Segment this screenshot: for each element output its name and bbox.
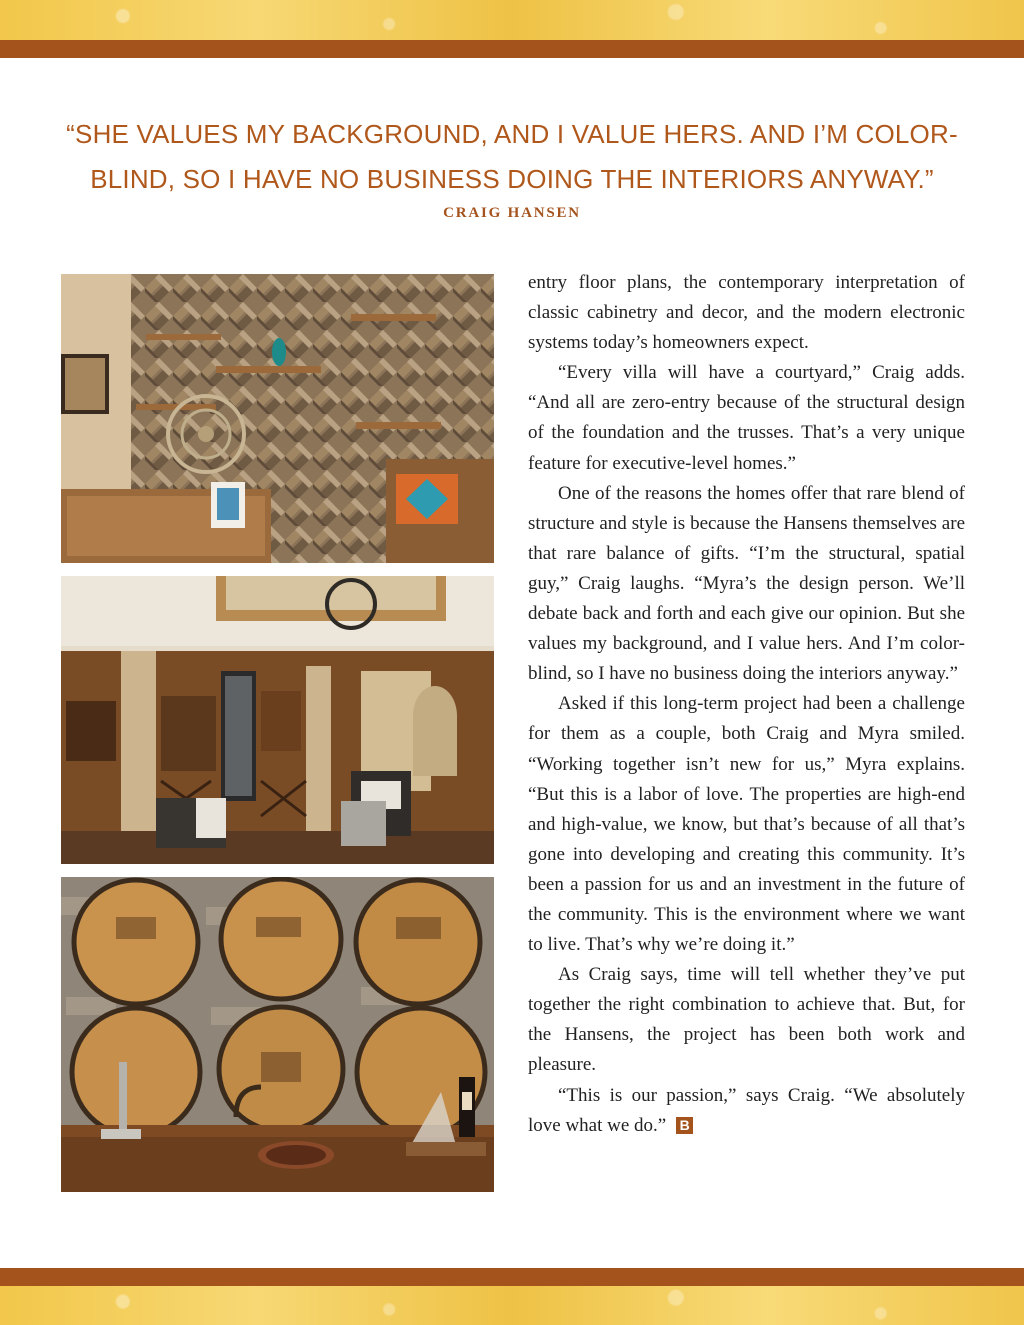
pull-quote-attribution: CRAIG HANSEN (443, 205, 581, 221)
herringbone-wall-photo (61, 274, 494, 563)
final-paragraph-text: “This is our passion,” says Craig. “We absolutely love what we do.” (528, 1084, 965, 1136)
top-rust-band (0, 40, 1024, 58)
article-paragraph: Asked if this long-term project had been a challenge for them as a couple, both Craig and Myra smiled. “Working together isn’t new for us,” Myra explains. “But this is a labor of love. The properties are high-end and high-value, we know, but that’s because of all that’s gone into developing and creating this community. It’s been a passion for us and an investment in the future of the community. This is the environment where we want to live. That’s why we’re doing it.” (528, 693, 965, 956)
article-paragraph-final (528, 1081, 965, 1141)
article-paragraph: As Craig says, time will tell whether they’ve put together the right combination to achieve that. But, for the Hansens, the project has been both work and pleasure. (528, 964, 965, 1076)
article-paragraph: entry floor plans, the contemporary interpretation of classic cabinetry and decor, and the modern electronic systems today’s homeowners expect. (528, 272, 965, 354)
article-paragraph: “Every villa will have a courtyard,” Craig adds. “And all are zero-entry because of the structural design of the foundation and the trusses. That’s a very unique feature for executive-level homes.” (528, 362, 965, 474)
top-decorative-border (0, 0, 1024, 40)
bottom-decorative-border (0, 1286, 1024, 1325)
wine-barrels-photo (61, 877, 494, 1192)
end-of-article-mark: B (676, 1117, 693, 1134)
bottom-rust-band (0, 1268, 1024, 1286)
article-paragraph: One of the reasons the homes offer that rare blend of structure and style is because the Hansens themselves are that rare balance of gifts. “I’m the structural, spatial guy,” Craig laughs. “Myra’s the design person. We’ll debate back and forth and each give our opinion. But she values my background, and I value hers. And I’m color-blind, so I have no business doing the interiors anyway.” (528, 482, 965, 685)
wine-cellar-photo (61, 576, 494, 864)
article-body (528, 268, 965, 1141)
pull-quote: “SHE VALUES MY BACKGROUND, AND I VALUE HERS. AND I’M COLOR-BLIND, SO I HAVE NO BUSINESS DOING THE INTERIORS ANYWAY.” (66, 119, 958, 194)
